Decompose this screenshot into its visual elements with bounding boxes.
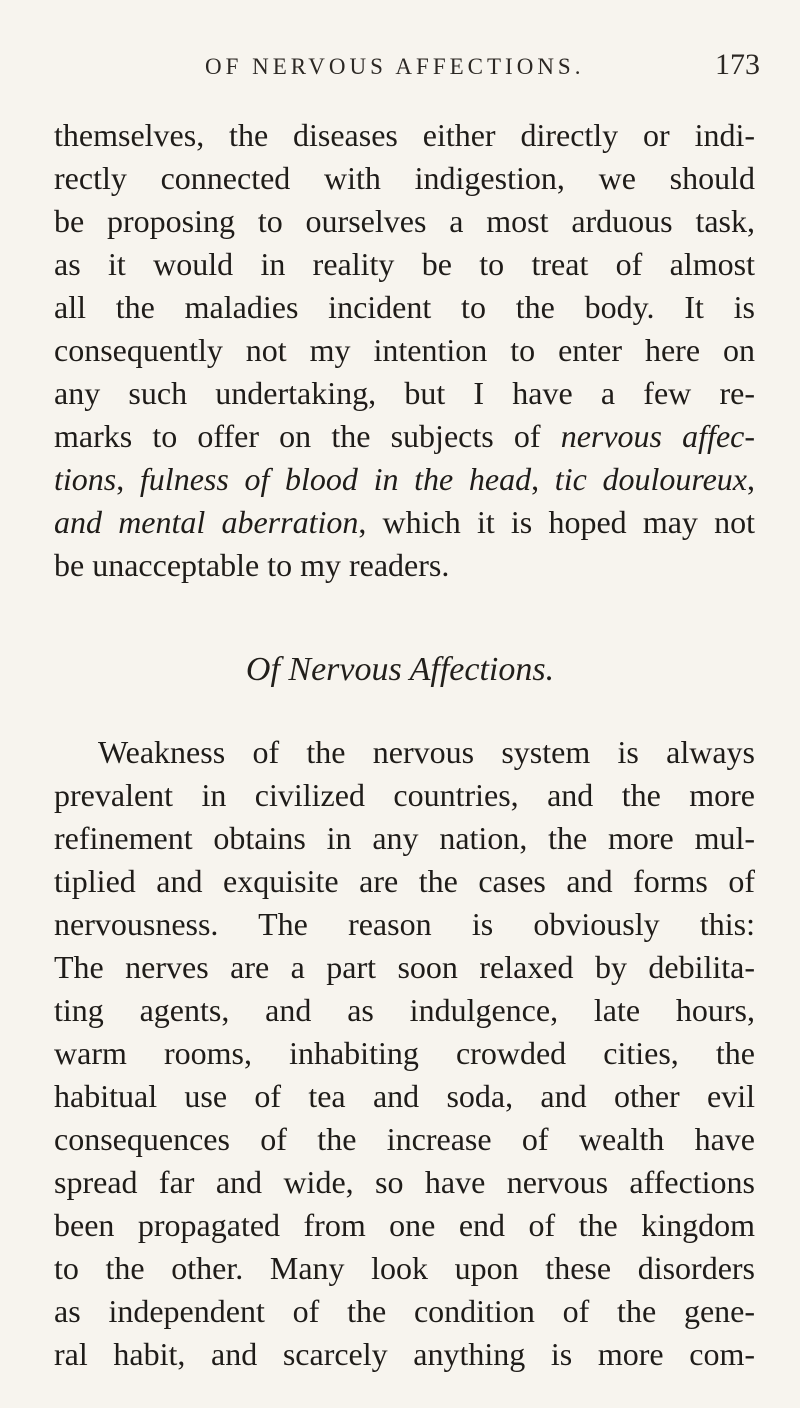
running-title: OF NERVOUS AFFECTIONS. [205,54,585,79]
text-span: , [116,462,140,497]
text-line: rectly connected with indigestion, we should [54,161,755,196]
italic-phrase: and mental aberration [54,505,359,540]
text-line: habitual use of tea and soda, and other evil [54,1079,755,1114]
text-line: consequently not my intention to enter here on [54,333,755,368]
text-line [54,505,755,540]
text-span: , [747,462,755,497]
text-span: , which it is hoped may not [358,505,755,540]
text-line: nervousness. The reason is obviously this: [54,907,755,942]
page-number: 173 [715,48,760,81]
italic-phrase: fulness of blood in the head [139,462,532,497]
text-line: ting agents, and as indulgence, late hours, [54,993,755,1028]
text-line: be proposing to ourselves a most arduous task, [54,204,755,239]
text-span: marks to offer on the subjects of [54,419,541,454]
text-line: spread far and wide, so have nervous affections [54,1165,755,1200]
text-line: refinement obtains in any nation, the more mul- [54,821,755,856]
text-line: warm rooms, inhabiting crowded cities, the [54,1036,755,1071]
text-line: as independent of the condition of the gene- [54,1294,755,1329]
italic-phrase: tic douloureux [554,462,748,497]
text-span: , [531,462,555,497]
text-line: Weakness of the nervous system is always [98,735,755,770]
text-line [54,462,755,497]
text-line [54,419,755,454]
text-line: to the other. Many look upon these disorders [54,1251,755,1286]
section-heading: Of Nervous Affections. [245,651,555,688]
text-line: as it would in reality be to treat of almost [54,247,755,282]
italic-phrase: tions [54,462,117,497]
italic-phrase: nervous affec- [560,419,755,454]
text-line: all the maladies incident to the body. It is [54,290,755,325]
text-line: any such undertaking, but I have a few re- [54,376,755,411]
text-line: prevalent in civilized countries, and the more [54,778,755,813]
text-line: The nerves are a part soon relaxed by debilita- [54,950,755,985]
text-line: been propagated from one end of the kingdom [54,1208,755,1243]
text-line: consequences of the increase of wealth have [54,1122,755,1157]
text-line: tiplied and exquisite are the cases and forms of [54,864,755,899]
text-line: be unacceptable to my readers. [54,548,450,583]
text-line: themselves, the diseases either directly or indi- [54,118,755,153]
text-line: ral habit, and scarcely anything is more com- [54,1337,755,1372]
